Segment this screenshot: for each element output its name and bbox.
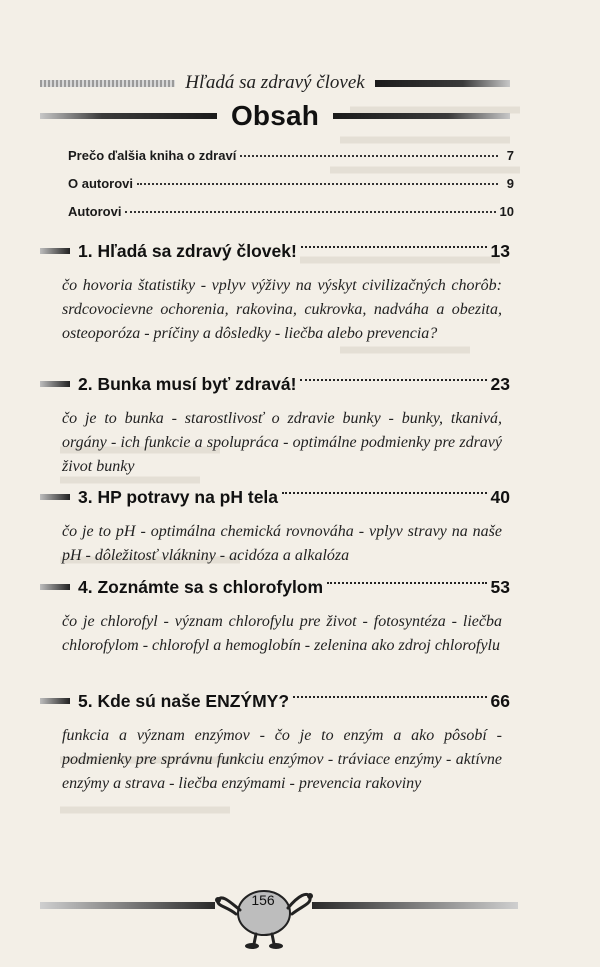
chapter-description: čo je chlorofyl - význam chlorofylu pre život - fotosyntéza - liečba chlorofylom - chlorofyl a hemoglobín - zelenina ako zdroj chlorofylu (62, 613, 502, 654)
chapter-page: 13 (490, 240, 510, 261)
chapter-entry (40, 574, 510, 658)
running-head-text: Hľadá sa zdravý človek (185, 72, 365, 93)
chapter-description: čo je to bunka - starostlivosť o zdravie bunky - bunky, tkanivá, orgány - ich funkcie a spolupráca - optimálne podmienky pre zdravý život bunky (62, 410, 502, 475)
chapter-bullet-bar (40, 248, 70, 254)
chapter-heading-row[interactable] (40, 574, 510, 600)
chapter-entry (40, 238, 510, 346)
leader-dots (240, 155, 498, 157)
chapter-description: čo hovoria štatistiky - vplyv výživy na výskyt civilizačných chorôb: srdcovocievne ochorenia, rakovina, cukrovka, nadváha a obezita, osteoporóza - príčiny a dôsledky - liečba alebo prevencia? (62, 277, 502, 342)
page-footer (40, 880, 518, 950)
chapter-description: funkcia a význam enzýmov - čo je to enzým a ako pôsobí - podmienky pre správnu funkciu enzýmov - tráviace enzýmy - aktívne enzýmy a strava - liečba enzýmami - prevencia rakoviny (62, 727, 502, 792)
toc-entry[interactable] (68, 176, 514, 191)
title-row (40, 98, 510, 134)
cell-mascot-icon (212, 880, 316, 950)
chapter-heading-row[interactable] (40, 688, 510, 714)
chapter-heading-row[interactable] (40, 371, 510, 397)
leader-dots (282, 492, 487, 494)
chapter-entry (40, 371, 510, 479)
chapter-page: 23 (490, 373, 510, 394)
chapter-bullet-bar (40, 494, 70, 500)
chapter-heading: 5. Kde sú naše ENZÝMY? (78, 690, 290, 711)
chapter-entry (40, 688, 510, 796)
chapter-page: 66 (490, 690, 510, 711)
toc-entry-label: Autorovi (68, 204, 122, 219)
chapter-entry (40, 484, 510, 568)
footer-rule-right (312, 902, 518, 909)
leader-dots (137, 183, 498, 185)
leader-dots (301, 246, 487, 248)
chapter-heading: 3. HP potravy na pH tela (78, 486, 279, 507)
chapter-heading: 2. Bunka musí byť zdravá! (78, 373, 297, 394)
header-rule-right (375, 80, 510, 87)
toc-entry-label: Prečo ďalšia kniha o zdraví (68, 148, 237, 163)
chapter-bullet-bar (40, 584, 70, 590)
chapter-heading-row[interactable] (40, 484, 510, 510)
header-rule-left (40, 80, 175, 87)
leader-dots (125, 211, 495, 213)
chapter-bullet-bar (40, 698, 70, 704)
toc-entry[interactable] (68, 204, 514, 219)
chapter-page: 40 (490, 486, 510, 507)
chapter-bullet-bar (40, 381, 70, 387)
chapter-page: 53 (490, 576, 510, 597)
leader-dots (300, 379, 486, 381)
chapter-description: čo je to pH - optimálna chemická rovnováha - vplyv stravy na naše pH - dôležitosť vlákniny - acidóza a alkalóza (62, 523, 502, 564)
title-rule-left (40, 113, 217, 119)
page-title: Obsah (230, 100, 320, 131)
toc-entry-page: 7 (506, 148, 514, 163)
chapter-heading: 4. Zoznámte sa s chlorofylom (78, 576, 324, 597)
leader-dots (327, 582, 486, 584)
toc-entry[interactable] (68, 148, 514, 163)
chapter-heading: 1. Hľadá sa zdravý človek! (78, 240, 297, 261)
footer-rule-left (40, 902, 215, 909)
chapter-heading-row[interactable] (40, 238, 510, 264)
running-header (40, 68, 510, 98)
page-number: 156 (251, 892, 275, 908)
title-rule-right (333, 113, 510, 119)
toc-entry-page: 10 (499, 204, 514, 219)
leader-dots (293, 696, 487, 698)
toc-entry-page: 9 (506, 176, 514, 191)
toc-entry-label: O autorovi (68, 176, 134, 191)
